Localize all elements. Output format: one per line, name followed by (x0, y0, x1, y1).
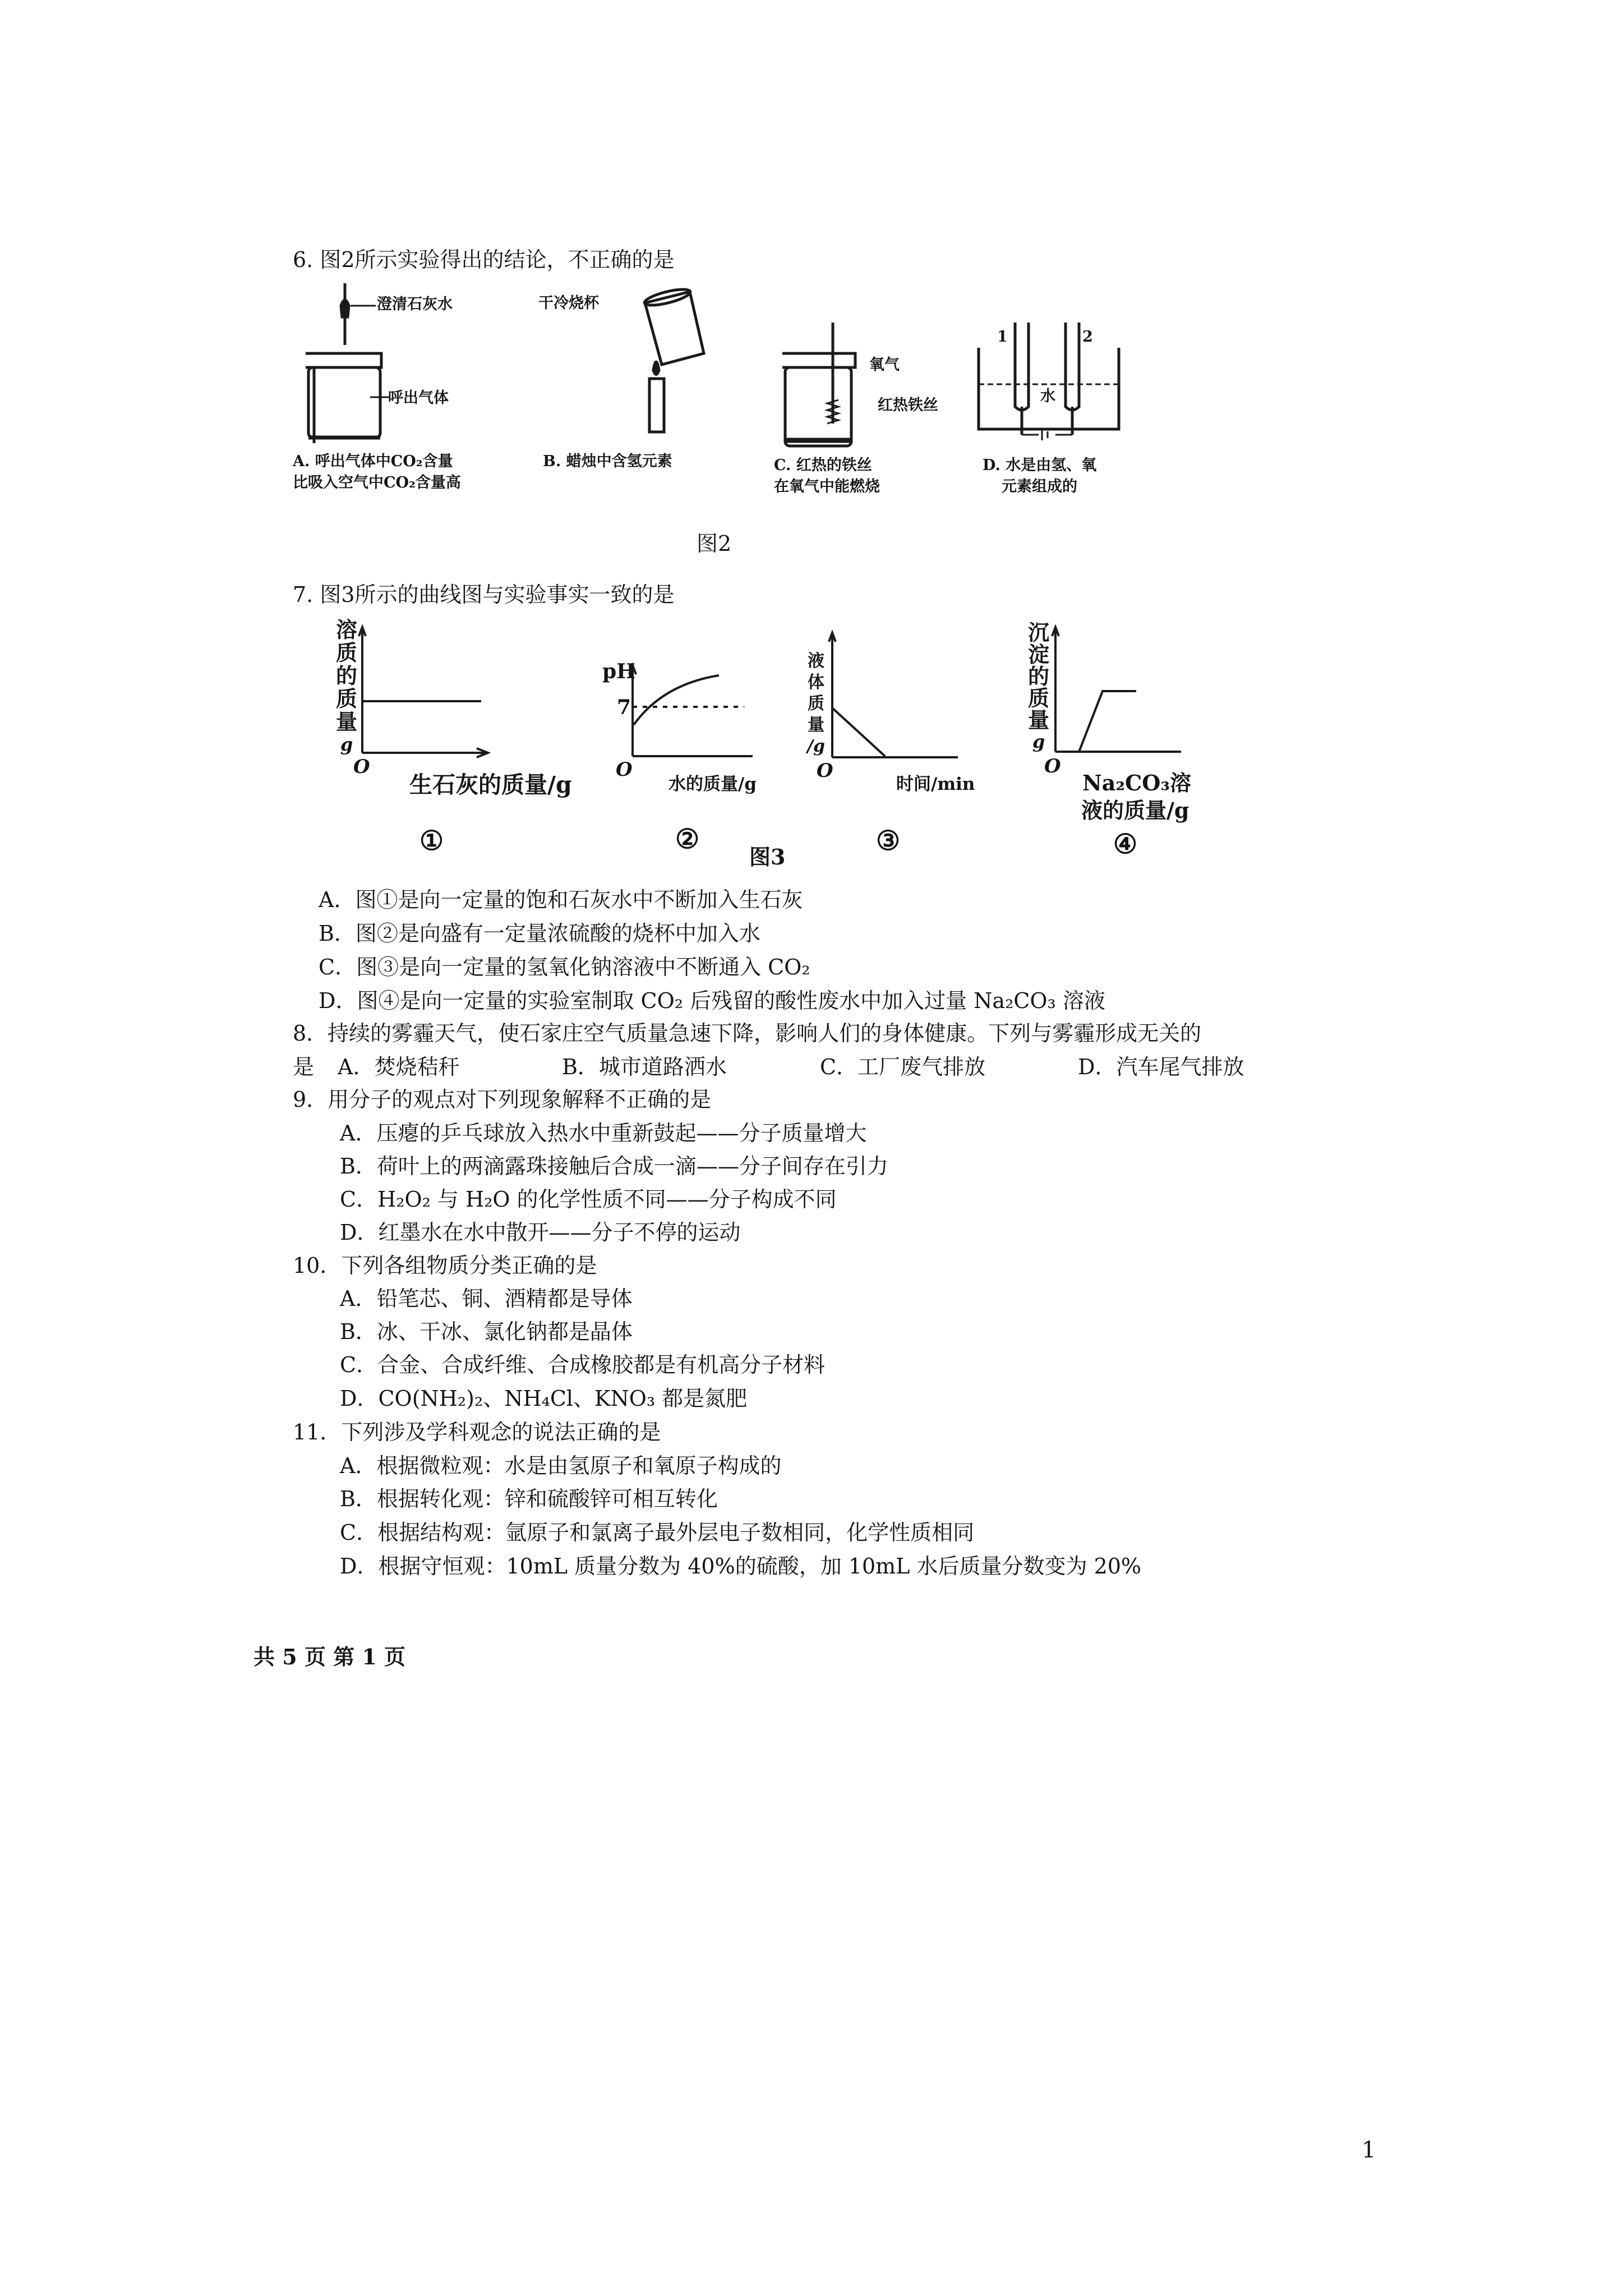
graph1-plot (359, 624, 494, 758)
graph1-ylabel-char: 量 (335, 709, 357, 734)
figure-3-caption: 图3 (749, 844, 786, 869)
q8-option-b: B．城市道路洒水 (562, 1055, 727, 1079)
q10-stem: 10．下列各组物质分类正确的是 (293, 1253, 597, 1278)
graph1-number: ① (419, 825, 444, 857)
fig2a-caption-1: A. 呼出气体中CO₂含量 (293, 453, 453, 470)
graph4-ylabel-char: 质 (1027, 685, 1049, 711)
graph3-ylabel-char: 液 (808, 651, 824, 671)
graph4-plot (1052, 624, 1187, 758)
graph2-plot (629, 662, 758, 763)
graph4-xlabel-2: 液的质量/g (1081, 798, 1189, 823)
graph4-ylabel-char: 的 (1027, 664, 1049, 689)
fig2a-caption-2: 比吸入空气中CO₂含量高 (293, 474, 461, 491)
graph4-number: ④ (1113, 829, 1138, 860)
q10-option-a: A．铅笔芯、铜、酒精都是导体 (340, 1286, 633, 1311)
q11-option-c: C．根据结构观：氩原子和氯离子最外层电子数相同，化学性质相同 (340, 1520, 975, 1545)
q11-option-a: A．根据微粒观：水是由氢原子和氧原子构成的 (340, 1453, 782, 1478)
graph2-xlabel: 水的质量/g (668, 774, 757, 794)
graph4-ylabel-char: 量 (1027, 707, 1049, 733)
q10-option-b: B．冰、干冰、氯化钠都是晶体 (340, 1319, 633, 1344)
graph3-ylabel-char: 量 (808, 715, 824, 735)
graph1-xlabel: 生石灰的质量/g (409, 771, 572, 798)
fig2c-gas-label: 氧气 (869, 356, 900, 374)
q8-option-c: C．工厂废气排放 (820, 1055, 986, 1079)
fig2a-gas-label: 呼出气体 (388, 389, 449, 407)
fig2d-caption-1: D. 水是由氢、氧 (983, 457, 1097, 474)
q10-option-c: C．合金、合成纤维、合成橡胶都是有机高分子材料 (340, 1352, 826, 1377)
q10-option-d: D．CO(NH₂)₂、NH₄Cl、KNO₃ 都是氮肥 (340, 1386, 748, 1411)
q11-option-d: D．根据守恒观：10mL 质量分数为 40%的硫酸，加 10mL 水后质量分数变为 20% (340, 1554, 1142, 1579)
q11-option-b: B．根据转化观：锌和硫酸锌可相互转化 (340, 1487, 718, 1511)
graph4-ylabel-char: 淀 (1027, 642, 1049, 667)
fig2d-tube2-label: 2 (1082, 328, 1093, 346)
graph1-ylabel (334, 618, 359, 756)
q6-stem: 6. 图2所示实验得出的结论，不正确的是 (293, 247, 675, 272)
graph2-number: ② (675, 823, 700, 855)
graph3-ylabel-char: 体 (808, 673, 824, 692)
page-number: 1 (1362, 2137, 1376, 2163)
fig2c-apparatus (774, 323, 864, 449)
graph3-ylabel-char: /g (807, 737, 825, 756)
graph2-tick-7: 7 (617, 696, 631, 719)
fig2b-beaker-label: 干冷烧杯 (538, 295, 599, 312)
graph3-ylabel (805, 651, 827, 757)
graph1-ylabel-char: 质 (335, 640, 357, 665)
graph4-origin: O (1044, 755, 1061, 777)
fig2b-caption: B. 蜡烛中含氢元素 (543, 453, 672, 470)
graph3-plot (829, 629, 963, 764)
graph4-ylabel (1026, 622, 1051, 753)
fig2c-caption-1: C. 红热的铁丝 (774, 457, 872, 474)
fig2b-apparatus (628, 286, 712, 432)
q8-option-a: A．焚烧秸秆 (338, 1055, 460, 1079)
graph3-number: ③ (876, 825, 901, 857)
q7-option-b: B．图②是向盛有一定量浓硫酸的烧杯中加入水 (319, 921, 760, 946)
fig2d-tube1-label: 1 (997, 328, 1008, 346)
q7-option-a: A．图①是向一定量的饱和石灰水中不断加入生石灰 (319, 887, 803, 912)
graph3-ylabel-char: 质 (808, 694, 824, 714)
fig2c-wire-label: 红热铁丝 (878, 397, 938, 414)
graph4-xlabel-1: Na₂CO₃溶 (1082, 770, 1191, 795)
q9-stem: 9．用分子的观点对下列现象解释不正确的是 (293, 1087, 712, 1112)
q7-option-c: C．图③是向一定量的氢氧化钠溶液中不断通入 CO₂ (319, 955, 810, 979)
q8-option-d: D．汽车尾气排放 (1078, 1055, 1244, 1079)
q8-lead: 是 (293, 1055, 315, 1079)
page-count: 共 5 页 第 1 页 (253, 1644, 406, 1669)
fig2d-water-label: 水 (1040, 388, 1055, 405)
graph1-origin: O (353, 756, 370, 778)
fig2d-caption-2: 元素组成的 (1002, 478, 1077, 495)
fig2c-caption-2: 在氧气中能燃烧 (774, 478, 880, 495)
q9-option-b: B．荷叶上的两滴露珠接触后合成一滴——分子间存在引力 (340, 1154, 888, 1179)
q11-stem: 11．下列涉及学科观念的说法正确的是 (293, 1420, 661, 1444)
graph1-ylabel-char: 质 (335, 686, 357, 711)
graph2-curve (634, 675, 719, 725)
figure-2-caption: 图2 (697, 531, 732, 556)
graph3-origin: O (817, 760, 833, 782)
fig2a-reagent-label: 澄清石灰水 (377, 296, 453, 313)
graph3-curve (832, 708, 885, 756)
q9-option-c: C．H₂O₂ 与 H₂O 的化学性质不同——分子构成不同 (340, 1187, 837, 1212)
graph1-ylabel-char: 溶 (335, 617, 357, 642)
graph1-ylabel-char: g (340, 734, 353, 755)
graph1-ylabel-char: 的 (335, 663, 357, 688)
graph2-origin: O (616, 758, 633, 781)
q8-stem: 8．持续的雾霾天气，使石家庄空气质量急速下降，影响人们的身体健康。下列与雾霾形成无关的 (293, 1021, 1202, 1046)
graph4-curve (1079, 691, 1136, 752)
graph2-ylabel: pH (602, 660, 636, 683)
q7-option-d: D．图④是向一定量的实验室制取 CO₂ 后残留的酸性废水中加入过量 Na₂CO₃ 溶液 (319, 988, 1105, 1013)
graph4-ylabel-char: g (1032, 731, 1045, 752)
graph4-ylabel-char: 沉 (1027, 620, 1049, 645)
q9-option-a: A．压瘪的乒乓球放入热水中重新鼓起——分子质量增大 (340, 1121, 867, 1145)
q9-option-d: D．红墨水在水中散开——分子不停的运动 (340, 1220, 741, 1245)
q7-stem: 7. 图3所示的曲线图与实验事实一致的是 (293, 582, 675, 607)
graph3-xlabel: 时间/min (896, 774, 975, 794)
